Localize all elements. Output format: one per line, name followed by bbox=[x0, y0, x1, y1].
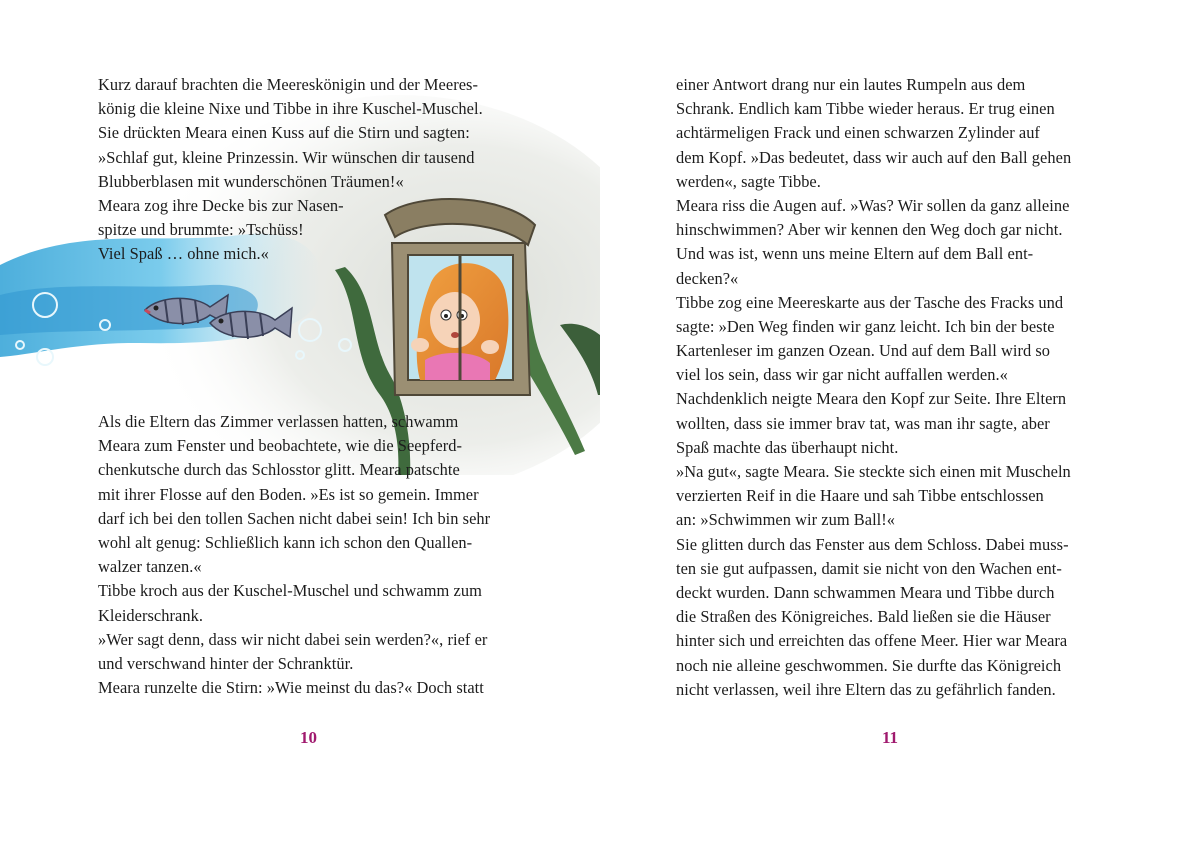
text-line: walzer tanzen.« bbox=[98, 557, 202, 577]
text-line: mit ihrer Flosse auf den Boden. »Es ist so gemein. Immer bbox=[98, 484, 479, 504]
text-line: könig die kleine Nixe und Tibbe in ihre Kuschel-Muschel. bbox=[98, 99, 483, 119]
page-number-right: 11 bbox=[882, 728, 899, 747]
text-line: »Schlaf gut, kleine Prinzessin. Wir wünschen dir tausend bbox=[98, 147, 475, 167]
text-line: einer Antwort drang nur ein lautes Rumpeln aus dem bbox=[676, 75, 1026, 94]
text-line: Schrank. Endlich kam Tibbe wieder heraus. Er trug einen bbox=[676, 99, 1055, 119]
text-line: sagte: »Den Weg finden wir ganz leicht. Ich bin der beste bbox=[676, 316, 1055, 336]
text-line: nicht verlassen, weil ihre Eltern das zu gefährlich fanden. bbox=[676, 679, 1056, 699]
text-line: Sie glitten durch das Fenster aus dem Schloss. Dabei muss- bbox=[676, 534, 1069, 554]
text-line: werden«, sagte Tibbe. bbox=[676, 171, 821, 191]
text-line: »Na gut«, sagte Meara. Sie steckte sich einen mit Muscheln bbox=[676, 462, 1071, 481]
text-line: die Straßen des Königreiches. Bald ließen sie die Häuser bbox=[676, 607, 1051, 627]
page-number-left: 10 bbox=[300, 728, 317, 747]
text-line: und verschwand hinter der Schranktür. bbox=[98, 653, 354, 673]
text-line: Spaß machte das überhaupt nicht. bbox=[676, 437, 899, 457]
text-line: hinschwimmen? Aber wir kennen den Weg doch gar nicht. bbox=[676, 220, 1063, 240]
text-line: Tibbe zog eine Meereskarte aus der Tasche des Fracks und bbox=[676, 292, 1064, 312]
text-line: hinter sich und erreichten das offene Meer. Hier war Meara bbox=[676, 631, 1068, 651]
text-line: achtärmeligen Frack und einen schwarzen Zylinder auf bbox=[676, 123, 1040, 143]
text-line: deckt wurden. Dann schwammen Meara und Tibbe durch bbox=[676, 582, 1055, 602]
left-text-bottom bbox=[98, 410, 490, 700]
text-line: wohl alt genug: Schließlich kann ich schon den Quallen- bbox=[98, 532, 473, 552]
text-line: spitze und brummte: »Tschüss! bbox=[98, 220, 304, 240]
right-text bbox=[676, 73, 1071, 702]
text-line: Kartenleser im ganzen Ozean. Und auf dem Ball wird so bbox=[676, 341, 1051, 361]
text-line: verzierten Reif in die Haare und sah Tibbe entschlossen bbox=[676, 486, 1044, 506]
text-line: Kurz darauf brachten die Meereskönigin und der Meeres- bbox=[98, 75, 478, 94]
text-line: ten sie gut aufpassen, damit sie nicht von den Wachen ent- bbox=[676, 558, 1062, 578]
left-text-top bbox=[98, 73, 483, 267]
text-line: Meara zum Fenster und beobachtete, wie die Seepferd- bbox=[98, 436, 462, 456]
girl-face bbox=[430, 292, 480, 348]
text-line: Nachdenklich neigte Meara den Kopf zur Seite. Ihre Eltern bbox=[676, 389, 1067, 409]
text-line: Meara runzelte die Stirn: »Wie meinst du das?« Doch statt bbox=[98, 678, 484, 698]
text-line: darf ich bei den tollen Sachen nicht dabei sein! Ich bin sehr bbox=[98, 508, 491, 528]
text-line: noch nie alleine geschwommen. Sie durfte das Königreich bbox=[676, 655, 1062, 675]
text-line: Meara riss die Augen auf. »Was? Wir sollen da ganz alleine bbox=[676, 195, 1070, 215]
text-line: Sie drückten Meara einen Kuss auf die Stirn und sagten: bbox=[98, 123, 470, 143]
text-line: viel los sein, dass wir gar nicht auffallen werden.« bbox=[676, 365, 1008, 385]
text-line: Meara zog ihre Decke bis zur Nasen- bbox=[98, 195, 344, 215]
text-line: Tibbe kroch aus der Kuschel-Muschel und schwamm zum bbox=[98, 581, 482, 601]
text-line: chenkutsche durch das Schlosstor glitt. Meara patschte bbox=[98, 460, 460, 480]
text-line: dem Kopf. »Das bedeutet, dass wir auch auf den Ball gehen bbox=[676, 147, 1072, 167]
text-line: wollten, dass sie immer brav tat, was man ihr sagte, aber bbox=[676, 413, 1050, 433]
text-line: »Wer sagt denn, dass wir nicht dabei sein werden?«, rief er bbox=[98, 629, 488, 649]
text-line: Als die Eltern das Zimmer verlassen hatten, schwamm bbox=[98, 412, 459, 431]
text-line: decken?« bbox=[676, 268, 739, 288]
text-line: Viel Spaß … ohne mich.« bbox=[98, 244, 269, 264]
text-line: Kleiderschrank. bbox=[98, 605, 203, 625]
text-line: an: »Schwimmen wir zum Ball!« bbox=[676, 510, 896, 530]
text-line: Und was ist, wenn uns meine Eltern auf dem Ball ent- bbox=[676, 244, 1034, 264]
text-line: Blubberblasen mit wunderschönen Träumen!« bbox=[98, 171, 404, 191]
